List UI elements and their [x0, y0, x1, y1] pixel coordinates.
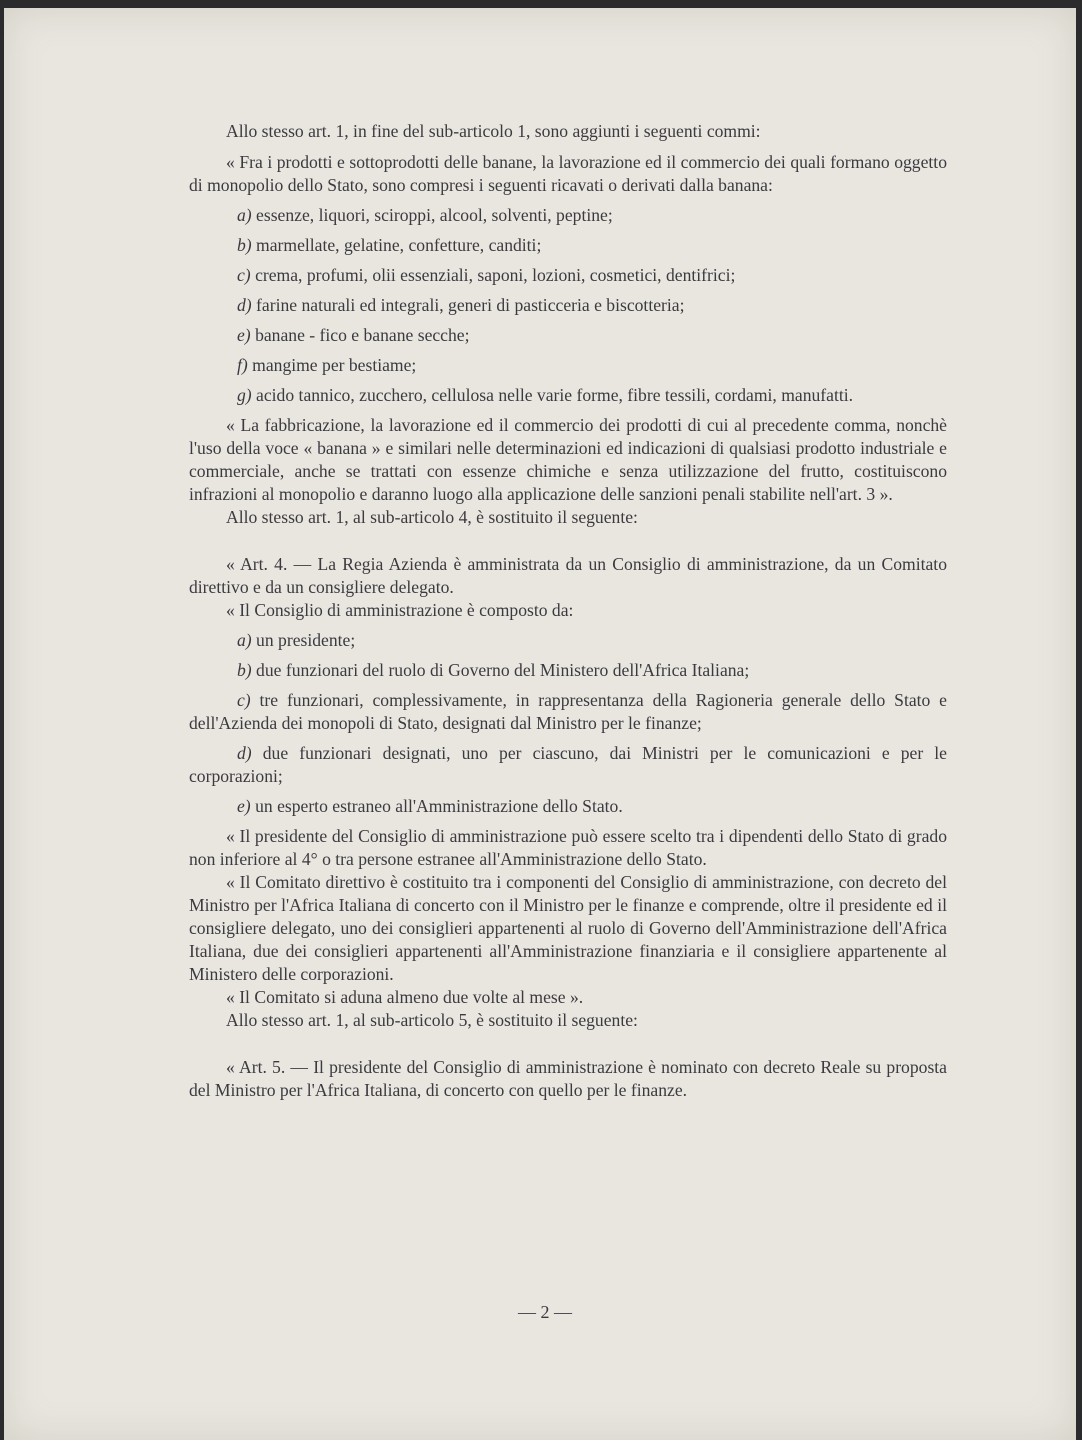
- list-item-a: a) essenze, liquori, sciroppi, alcool, solventi, peptine;: [237, 205, 613, 225]
- list2-item-a: a) un presidente;: [237, 630, 356, 650]
- list-item-c: c) crema, profumi, olii essenziali, saponi, lozioni, cosmetici, dentifrici;: [237, 265, 736, 285]
- paragraph-fabbricazione: « La fabbricazione, la lavorazione ed il commercio dei prodotti di cui al precedente comma, nonchè l'uso della voce « banana » e similari nelle determinazioni ed indicazioni di qualsiasi prodotto industriale e commerciale, anche se trattati con essenze chimiche e senza utilizzazione del frutto, costituiscono infrazioni al monopolio e daranno luogo alla applicazione delle sanzioni penali stabilite nell'art. 3 ».: [189, 415, 947, 504]
- paragraph-presidente: « Il presidente del Consiglio di amministrazione può essere scelto tra i dipendenti dello Stato di grado non inferiore al 4° o tra persone estranee all'Amministrazione dello Stato.: [189, 826, 947, 869]
- document-body: [189, 120, 947, 1102]
- paragraph-art-5: « Art. 5. — Il presidente del Consiglio di amministrazione è nominato con decreto Reale su proposta del Ministro per l'Africa Italiana, di concerto con quello per le finanze.: [189, 1057, 947, 1100]
- paragraph-prodotti: « Fra i prodotti e sottoprodotti delle banane, la lavorazione ed il commercio dei quali formano oggetto di monopolio dello Stato, sono compresi i seguenti ricavati o derivati dalla banana:: [189, 152, 947, 195]
- list-item-e: e) banane - fico e banane secche;: [237, 325, 470, 345]
- list2-item-e: e) un esperto estraneo all'Amministrazione dello Stato.: [237, 796, 623, 816]
- list-item-d: d) farine naturali ed integrali, generi di pasticceria e biscotteria;: [237, 295, 685, 315]
- list-item-b: b) marmellate, gelatine, confetture, canditi;: [237, 235, 542, 255]
- list-item-g: g) acido tannico, zucchero, cellulosa nelle varie forme, fibre tessili, cordami, manufatti.: [237, 385, 854, 405]
- paragraph-art-4: « Art. 4. — La Regia Azienda è amministrata da un Consiglio di amministrazione, da un Comitato direttivo e da un consigliere delegato.: [189, 554, 947, 597]
- page-number: — 2 —: [518, 1302, 572, 1322]
- paragraph-subarticolo-5: Allo stesso art. 1, al sub-articolo 5, è sostituito il seguente:: [226, 1010, 638, 1030]
- paragraph-intro: Allo stesso art. 1, in fine del sub-articolo 1, sono aggiunti i seguenti commi:: [226, 121, 761, 141]
- paragraph-consiglio: « Il Consiglio di amministrazione è composto da:: [226, 600, 574, 620]
- list-item-f: f) mangime per bestiame;: [237, 355, 417, 375]
- paragraph-comitato: « Il Comitato direttivo è costituito tra i componenti del Consiglio di amministrazione, con decreto del Ministro per l'Africa Italiana di concerto con il Ministro per le finanze e comprende, oltre il presidente ed il consigliere delegato, uno dei consiglieri appartenenti al ruolo di Governo dell'Amministrazione dell'Africa Italiana, due dei consiglieri appartenenti all'Amministrazione finanziaria e il consigliere appartenente al Ministero delle corporazioni.: [189, 872, 947, 984]
- list2-item-c: c) tre funzionari, complessivamente, in rappresentanza della Ragioneria generale dello Stato e dell'Azienda dei monopoli di Stato, designati dal Ministro per le finanze;: [189, 690, 947, 733]
- document-page: [4, 8, 1076, 1440]
- paragraph-aduna: « Il Comitato si aduna almeno due volte al mese ».: [226, 987, 584, 1007]
- list2-item-d: d) due funzionari designati, uno per ciascuno, dai Ministri per le comunicazioni e per le corporazioni;: [189, 743, 947, 786]
- paragraph-subarticolo-4: Allo stesso art. 1, al sub-articolo 4, è sostituito il seguente:: [226, 507, 638, 527]
- list2-item-b: b) due funzionari del ruolo di Governo del Ministero dell'Africa Italiana;: [237, 660, 750, 680]
